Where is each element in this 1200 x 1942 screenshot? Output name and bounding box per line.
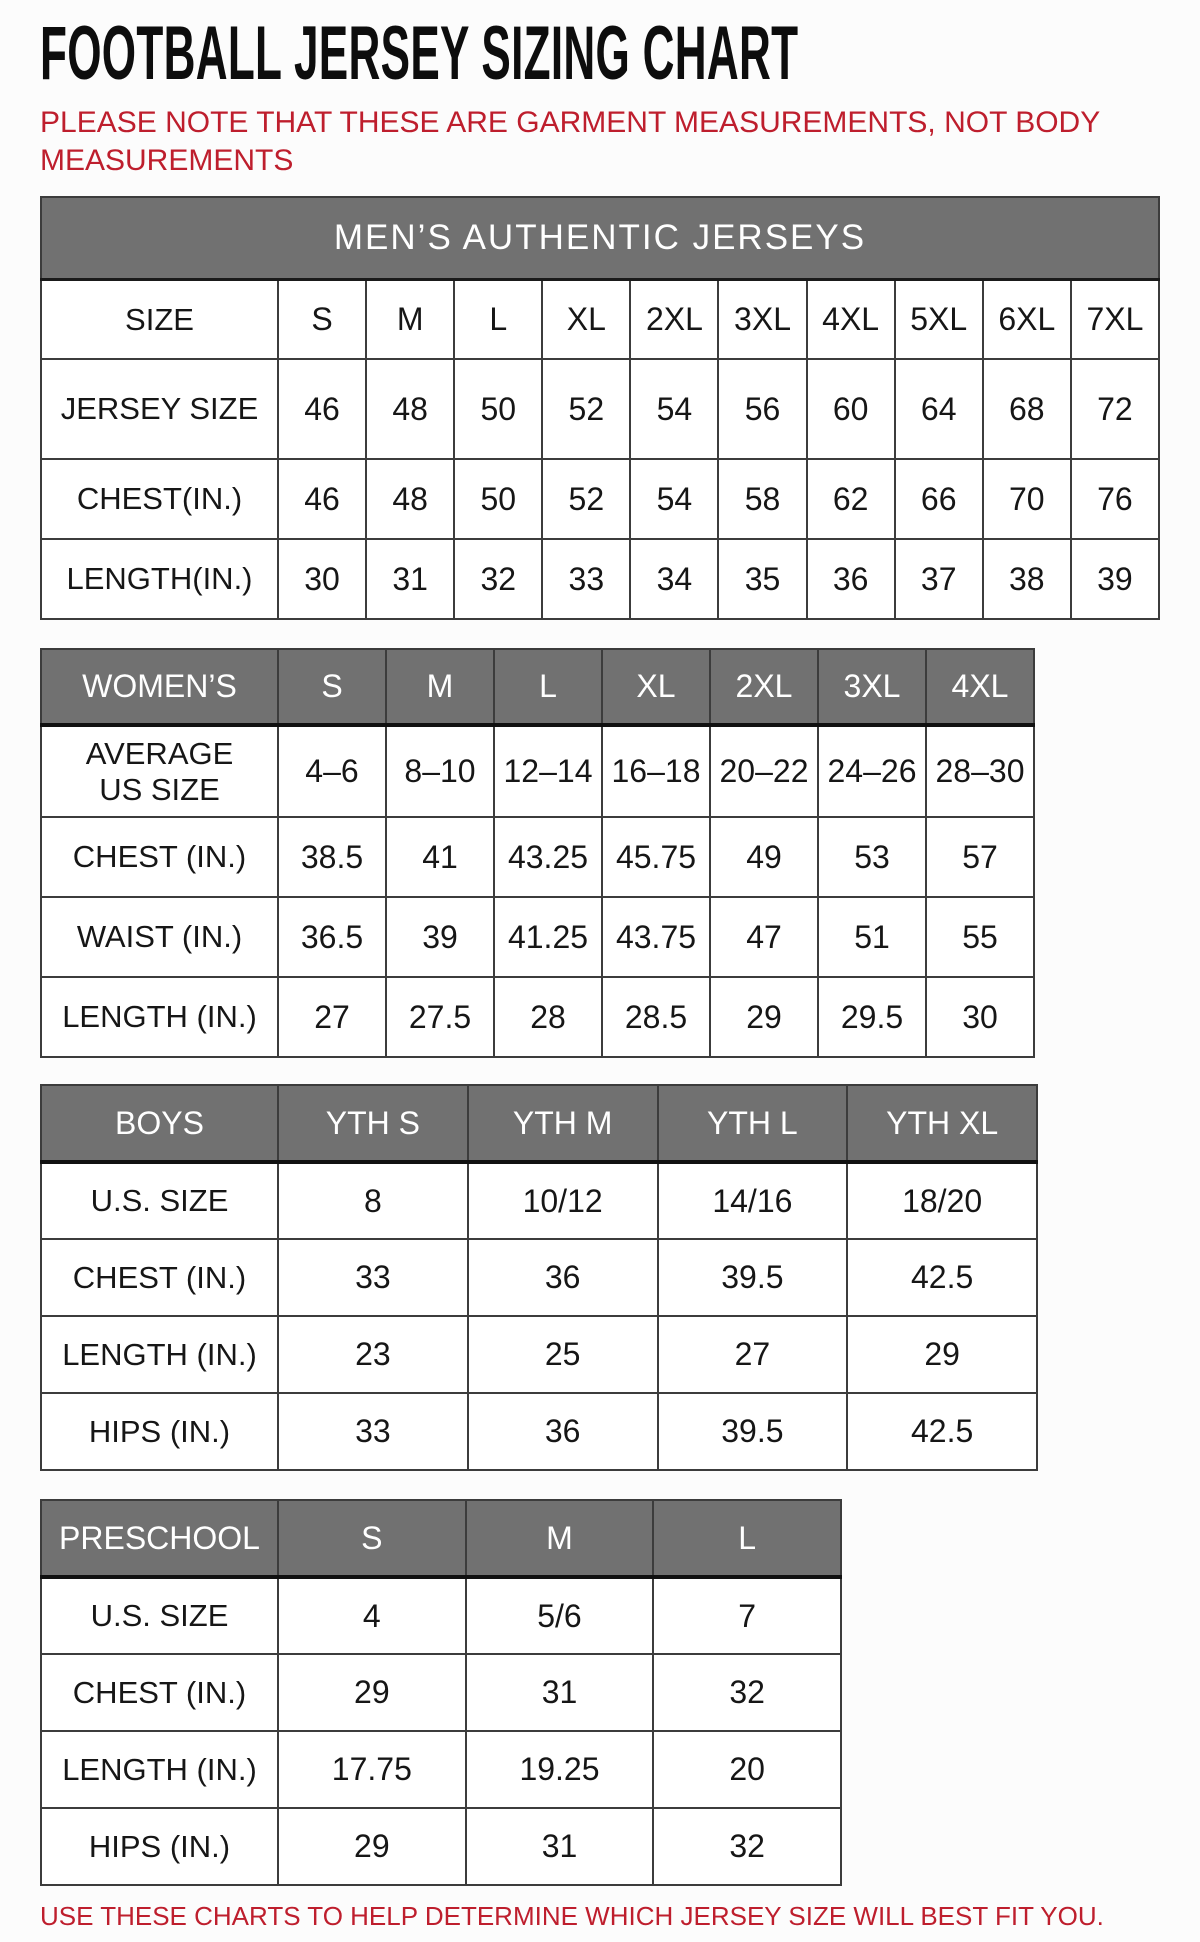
value-cell: 36 [468, 1393, 658, 1470]
measurement-note: PLEASE NOTE THAT THESE ARE GARMENT MEASUREMENTS, NOT BODY MEASUREMENTS [40, 106, 1100, 178]
header-label-cell: WOMEN’S [41, 649, 278, 725]
value-cell: 24–26 [818, 725, 926, 817]
size-header-cell: M [466, 1500, 654, 1577]
value-cell: 60 [807, 359, 895, 459]
value-cell: 70 [983, 459, 1071, 539]
table-row [41, 1162, 1037, 1239]
value-cell: 50 [454, 459, 542, 539]
value-cell: 57 [926, 817, 1034, 897]
value-cell: 50 [454, 359, 542, 459]
value-cell: 48 [366, 459, 454, 539]
value-cell: 4 [278, 1577, 466, 1654]
value-cell: 36 [468, 1239, 658, 1316]
value-cell: 45.75 [602, 817, 710, 897]
table-row [41, 1239, 1037, 1316]
value-cell: 29 [710, 977, 818, 1057]
value-cell: 2XL [630, 279, 718, 359]
value-cell: 36.5 [278, 897, 386, 977]
value-cell: 25 [468, 1316, 658, 1393]
table-row [41, 817, 1034, 897]
value-cell: 48 [366, 359, 454, 459]
value-cell: 52 [542, 359, 630, 459]
row-label-cell: U.S. SIZE [41, 1162, 278, 1239]
value-cell: 36 [807, 539, 895, 619]
row-label-cell: HIPS (IN.) [41, 1393, 278, 1470]
value-cell: 39.5 [658, 1393, 848, 1470]
table-row [41, 1654, 841, 1731]
row-label-cell: CHEST (IN.) [41, 817, 278, 897]
size-header-cell: YTH M [468, 1085, 658, 1162]
value-cell: 56 [718, 359, 806, 459]
table-row [41, 977, 1034, 1057]
size-header-cell: YTH L [658, 1085, 848, 1162]
row-label-cell: LENGTH (IN.) [41, 1731, 278, 1808]
value-cell: 43.25 [494, 817, 602, 897]
table-row [41, 359, 1159, 459]
row-label-cell: HIPS (IN.) [41, 1808, 278, 1885]
value-cell: 27 [658, 1316, 848, 1393]
value-cell: 37 [895, 539, 983, 619]
table-header-row [41, 1500, 841, 1577]
value-cell: 4–6 [278, 725, 386, 817]
size-header-cell: 4XL [926, 649, 1034, 725]
value-cell: 12–14 [494, 725, 602, 817]
preschool-sizing-table [40, 1499, 842, 1886]
table-row [41, 539, 1159, 619]
value-cell: 30 [278, 539, 366, 619]
value-cell: 53 [818, 817, 926, 897]
row-label-cell: LENGTH(IN.) [41, 539, 278, 619]
table-header-row [41, 649, 1034, 725]
table-row [41, 1393, 1037, 1470]
row-label-cell: SIZE [41, 279, 278, 359]
row-label-cell: CHEST (IN.) [41, 1239, 278, 1316]
value-cell: 31 [466, 1654, 654, 1731]
value-cell: XL [542, 279, 630, 359]
value-cell: 33 [278, 1239, 468, 1316]
value-cell: 42.5 [847, 1393, 1037, 1470]
value-cell: 58 [718, 459, 806, 539]
size-header-cell: S [278, 649, 386, 725]
value-cell: 7XL [1071, 279, 1159, 359]
row-label-cell: LENGTH (IN.) [41, 977, 278, 1057]
value-cell: 42.5 [847, 1239, 1037, 1316]
size-header-cell: 3XL [818, 649, 926, 725]
value-cell: 4XL [807, 279, 895, 359]
value-cell: 10/12 [468, 1162, 658, 1239]
row-label-cell: LENGTH (IN.) [41, 1316, 278, 1393]
table-row [41, 897, 1034, 977]
value-cell: 7 [653, 1577, 841, 1654]
value-cell: 41.25 [494, 897, 602, 977]
value-cell: 46 [278, 359, 366, 459]
size-header-cell: M [386, 649, 494, 725]
value-cell: 17.75 [278, 1731, 466, 1808]
value-cell: 5/6 [466, 1577, 654, 1654]
value-cell: 29.5 [818, 977, 926, 1057]
value-cell: 3XL [718, 279, 806, 359]
value-cell: 28–30 [926, 725, 1034, 817]
boys-sizing-table [40, 1084, 1038, 1471]
size-header-cell: L [494, 649, 602, 725]
value-cell: 39 [1071, 539, 1159, 619]
value-cell: 76 [1071, 459, 1159, 539]
value-cell: 31 [466, 1808, 654, 1885]
value-cell: 8 [278, 1162, 468, 1239]
mens-sizing-table [40, 196, 1160, 620]
value-cell: 32 [653, 1808, 841, 1885]
value-cell: L [454, 279, 542, 359]
womens-sizing-table [40, 648, 1035, 1058]
value-cell: S [278, 279, 366, 359]
value-cell: 51 [818, 897, 926, 977]
value-cell: 52 [542, 459, 630, 539]
value-cell: 38 [983, 539, 1071, 619]
value-cell: 19.25 [466, 1731, 654, 1808]
value-cell: 55 [926, 897, 1034, 977]
value-cell: 16–18 [602, 725, 710, 817]
table-header-row [41, 1085, 1037, 1162]
value-cell: 46 [278, 459, 366, 539]
value-cell: 29 [278, 1808, 466, 1885]
value-cell: 54 [630, 359, 718, 459]
value-cell: 34 [630, 539, 718, 619]
table-row [41, 725, 1034, 817]
value-cell: 47 [710, 897, 818, 977]
value-cell: 6XL [983, 279, 1071, 359]
value-cell: 5XL [895, 279, 983, 359]
table-row [41, 459, 1159, 539]
value-cell: 28.5 [602, 977, 710, 1057]
value-cell: 54 [630, 459, 718, 539]
value-cell: 72 [1071, 359, 1159, 459]
header-label-cell: BOYS [41, 1085, 278, 1162]
value-cell: 31 [366, 539, 454, 619]
size-header-cell: YTH XL [847, 1085, 1037, 1162]
size-header-cell: 2XL [710, 649, 818, 725]
size-header-cell: S [278, 1500, 466, 1577]
row-label-cell: WAIST (IN.) [41, 897, 278, 977]
row-label-cell: CHEST (IN.) [41, 1654, 278, 1731]
value-cell: 33 [278, 1393, 468, 1470]
table-row [41, 1731, 841, 1808]
value-cell: 20 [653, 1731, 841, 1808]
value-cell: 32 [653, 1654, 841, 1731]
value-cell: 39 [386, 897, 494, 977]
value-cell: 23 [278, 1316, 468, 1393]
value-cell: 35 [718, 539, 806, 619]
table-row [41, 1316, 1037, 1393]
size-header-cell: L [653, 1500, 841, 1577]
value-cell: 43.75 [602, 897, 710, 977]
table-row [41, 279, 1159, 359]
value-cell: 68 [983, 359, 1071, 459]
table-title-row [41, 197, 1159, 279]
row-label-cell: U.S. SIZE [41, 1577, 278, 1654]
value-cell: 62 [807, 459, 895, 539]
value-cell: 27 [278, 977, 386, 1057]
value-cell: M [366, 279, 454, 359]
value-cell: 20–22 [710, 725, 818, 817]
value-cell: 49 [710, 817, 818, 897]
value-cell: 33 [542, 539, 630, 619]
value-cell: 8–10 [386, 725, 494, 817]
table-row [41, 1577, 841, 1654]
value-cell: 29 [847, 1316, 1037, 1393]
value-cell: 41 [386, 817, 494, 897]
footer-note: USE THESE CHARTS TO HELP DETERMINE WHICH JERSEY SIZE WILL BEST FIT YOU. [40, 1901, 1104, 1932]
value-cell: 64 [895, 359, 983, 459]
row-label-cell: CHEST(IN.) [41, 459, 278, 539]
value-cell: 30 [926, 977, 1034, 1057]
value-cell: 28 [494, 977, 602, 1057]
size-header-cell: XL [602, 649, 710, 725]
value-cell: 29 [278, 1654, 466, 1731]
value-cell: 27.5 [386, 977, 494, 1057]
size-header-cell: YTH S [278, 1085, 468, 1162]
value-cell: 66 [895, 459, 983, 539]
value-cell: 38.5 [278, 817, 386, 897]
header-label-cell: PRESCHOOL [41, 1500, 278, 1577]
value-cell: 14/16 [658, 1162, 848, 1239]
value-cell: 39.5 [658, 1239, 848, 1316]
table-row [41, 1808, 841, 1885]
page-title: FOOTBALL JERSEY SIZING CHART [40, 11, 799, 96]
row-label-cell: JERSEY SIZE [41, 359, 278, 459]
row-label-cell: AVERAGE US SIZE [41, 725, 278, 817]
value-cell: 32 [454, 539, 542, 619]
table-title-cell: MEN’S AUTHENTIC JERSEYS [41, 197, 1159, 279]
value-cell: 18/20 [847, 1162, 1037, 1239]
